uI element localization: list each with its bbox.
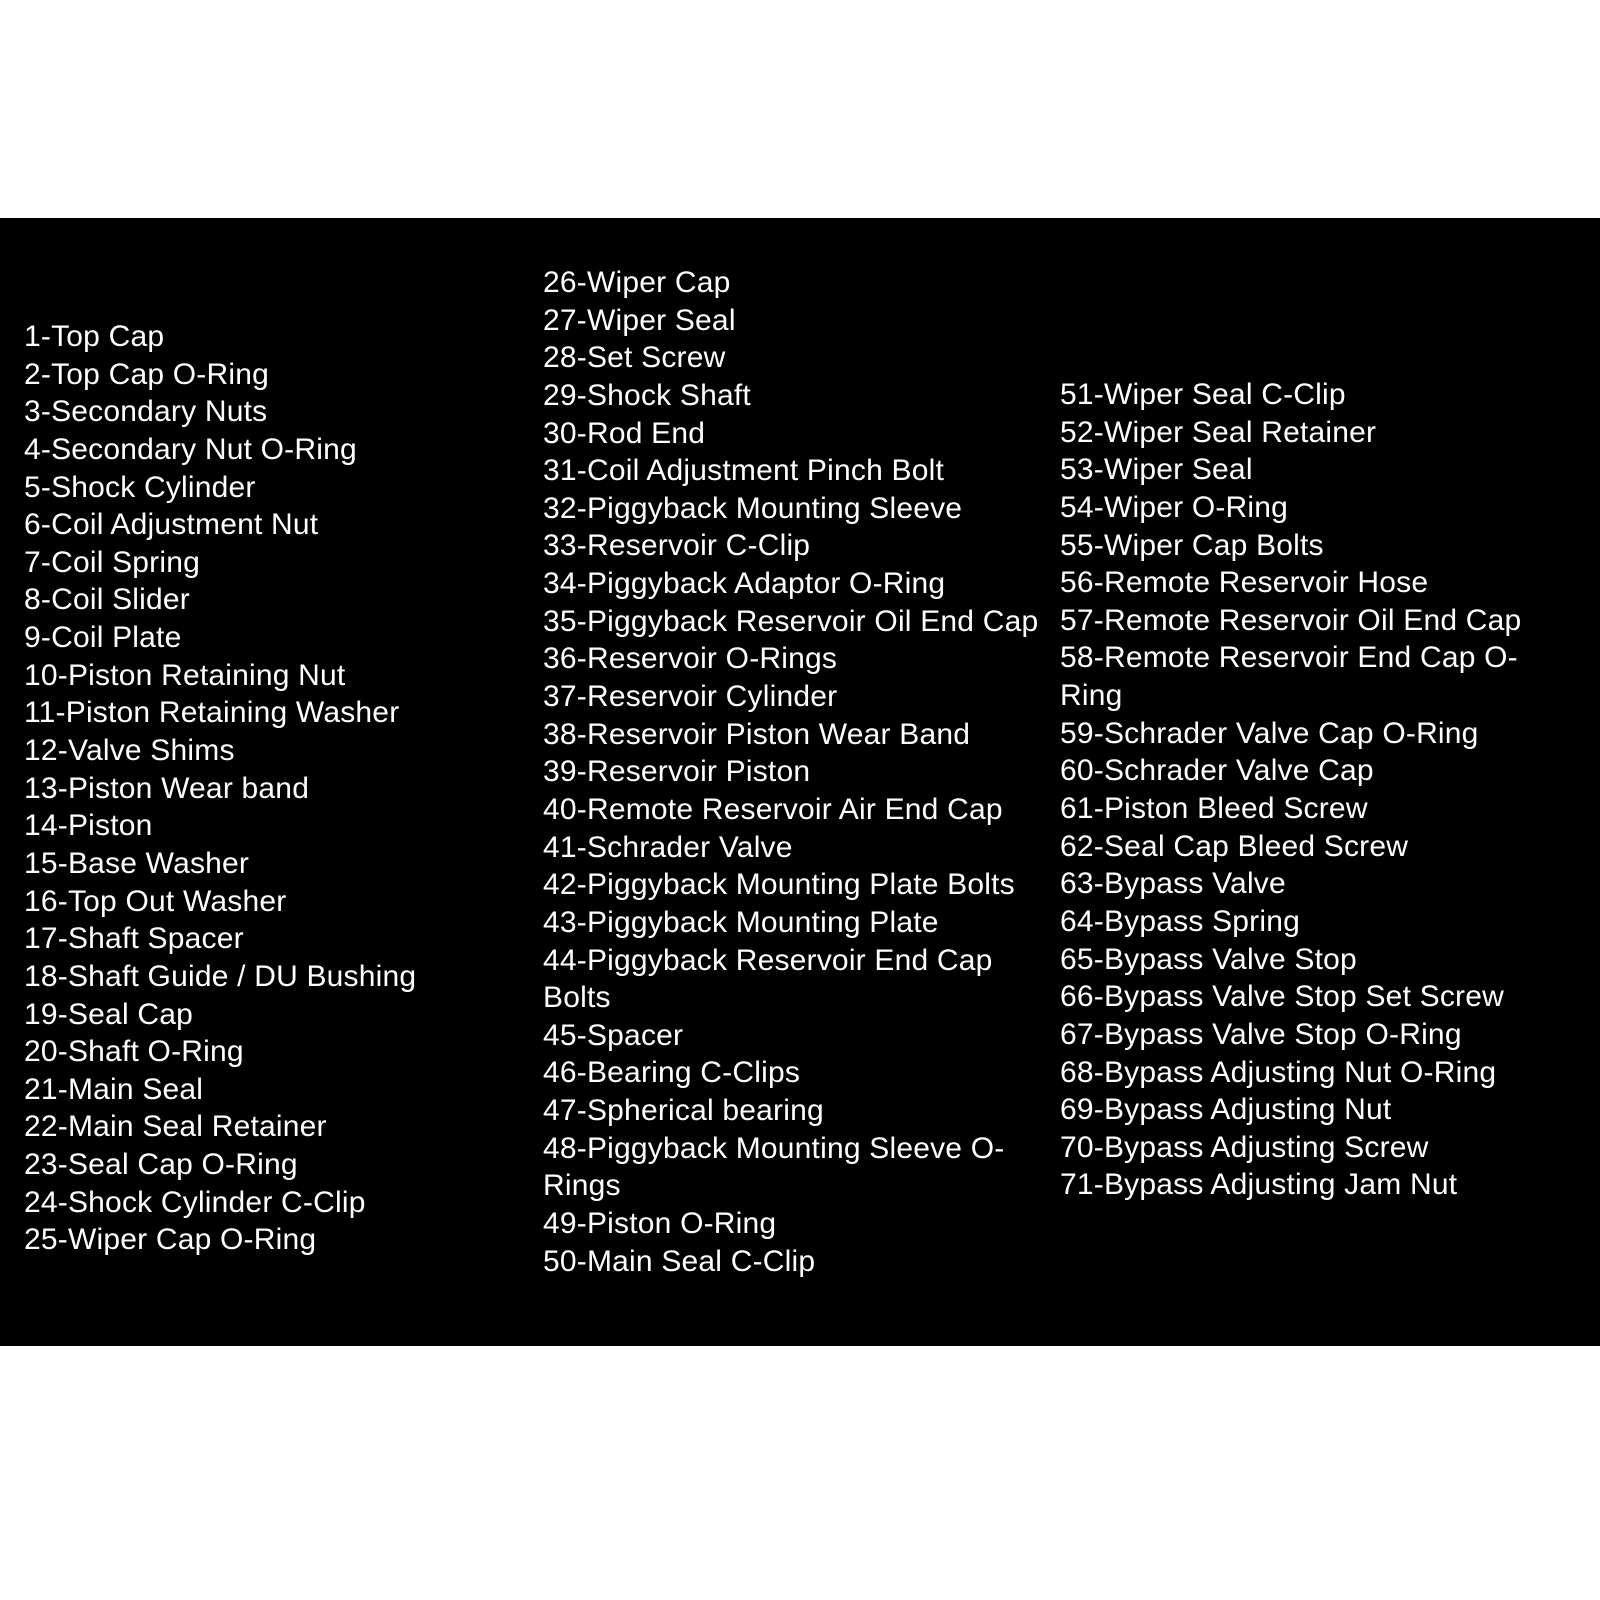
legend-item: 39-Reservoir Piston — [543, 755, 811, 789]
legend-item: 43-Piggyback Mounting Plate — [543, 905, 939, 939]
legend-item: 35-Piggyback Reservoir Oil End Cap — [543, 604, 1039, 638]
legend-item: 28-Set Screw — [543, 341, 726, 375]
legend-item: 51-Wiper Seal C-Clip — [1060, 378, 1346, 411]
legend-item: 57-Remote Reservoir Oil End Cap — [1060, 603, 1522, 637]
legend-item: 46-Bearing C-Clips — [543, 1056, 801, 1090]
legend-item: 17-Shaft Spacer — [24, 922, 244, 956]
legend-item: 38-Reservoir Piston Wear Band — [543, 717, 971, 751]
legend-column-3 — [1060, 376, 1580, 1204]
legend-item: 8-Coil Slider — [24, 583, 190, 617]
legend-item: 5-Shock Cylinder — [24, 470, 256, 504]
legend-item: 6-Coil Adjustment Nut — [24, 508, 319, 542]
legend-item: 13-Piston Wear band — [24, 771, 310, 805]
legend-item: 3-Secondary Nuts — [24, 395, 268, 429]
legend-item: 70-Bypass Adjusting Screw — [1060, 1130, 1429, 1164]
legend-item: 31-Coil Adjustment Pinch Bolt — [543, 454, 945, 488]
legend-item: 25-Wiper Cap O-Ring — [24, 1223, 317, 1257]
legend-item: 15-Base Washer — [24, 846, 250, 880]
legend-item: 23-Seal Cap O-Ring — [24, 1148, 298, 1182]
legend-item: 52-Wiper Seal Retainer — [1060, 415, 1377, 449]
legend-item: 54-Wiper O-Ring — [1060, 490, 1289, 524]
legend-item: 9-Coil Plate — [24, 621, 182, 655]
legend-item: 41-Schrader Valve — [543, 830, 793, 864]
legend-item: 10-Piston Retaining Nut — [24, 658, 346, 692]
legend-item: 45-Spacer — [543, 1018, 684, 1052]
legend-item: 26-Wiper Cap — [543, 266, 731, 299]
legend-item: 29-Shock Shaft — [543, 378, 751, 412]
legend-item: 63-Bypass Valve — [1060, 867, 1286, 901]
legend-item: 11-Piston Retaining Washer — [24, 696, 400, 730]
legend-item: 47-Spherical bearing — [543, 1094, 824, 1128]
legend-item: 1-Top Cap — [24, 320, 165, 353]
legend-item: 44-Piggyback Reservoir End Cap Bolts — [543, 943, 993, 1015]
legend-item: 68-Bypass Adjusting Nut O-Ring — [1060, 1055, 1497, 1089]
parts-legend-panel — [0, 218, 1600, 1346]
legend-item: 50-Main Seal C-Clip — [543, 1244, 816, 1278]
legend-item: 60-Schrader Valve Cap — [1060, 754, 1374, 788]
legend-item: 48-Piggyback Mounting Sleeve O-Rings — [543, 1131, 1005, 1203]
legend-item: 2-Top Cap O-Ring — [24, 357, 269, 391]
legend-item: 24-Shock Cylinder C-Clip — [24, 1185, 366, 1219]
legend-item: 37-Reservoir Cylinder — [543, 680, 838, 714]
legend-item: 42-Piggyback Mounting Plate Bolts — [543, 868, 1015, 902]
legend-item: 27-Wiper Seal — [543, 303, 736, 337]
legend-item: 34-Piggyback Adaptor O-Ring — [543, 567, 946, 601]
legend-item: 36-Reservoir O-Rings — [543, 642, 838, 676]
legend-item: 71-Bypass Adjusting Jam Nut — [1060, 1168, 1458, 1202]
legend-item: 40-Remote Reservoir Air End Cap — [543, 792, 1003, 826]
legend-item: 53-Wiper Seal — [1060, 453, 1253, 487]
legend-item: 56-Remote Reservoir Hose — [1060, 566, 1429, 600]
legend-item: 65-Bypass Valve Stop — [1060, 942, 1357, 976]
legend-item: 20-Shaft O-Ring — [24, 1035, 244, 1069]
legend-item: 4-Secondary Nut O-Ring — [24, 432, 357, 466]
legend-item: 61-Piston Bleed Screw — [1060, 792, 1368, 826]
legend-item: 30-Rod End — [543, 416, 706, 450]
legend-item: 49-Piston O-Ring — [543, 1207, 777, 1241]
legend-item: 62-Seal Cap Bleed Screw — [1060, 829, 1409, 863]
legend-item: 7-Coil Spring — [24, 545, 201, 579]
legend-item: 22-Main Seal Retainer — [24, 1110, 327, 1144]
legend-item: 32-Piggyback Mounting Sleeve — [543, 491, 963, 525]
legend-item: 18-Shaft Guide / DU Bushing — [24, 959, 417, 993]
legend-item: 58-Remote Reservoir End Cap O-Ring — [1060, 641, 1518, 713]
legend-item: 69-Bypass Adjusting Nut — [1060, 1093, 1392, 1127]
legend-item: 55-Wiper Cap Bolts — [1060, 528, 1324, 562]
legend-item: 59-Schrader Valve Cap O-Ring — [1060, 716, 1479, 750]
legend-item: 33-Reservoir C-Clip — [543, 529, 811, 563]
legend-column-1 — [24, 318, 524, 1259]
legend-item: 19-Seal Cap — [24, 997, 193, 1031]
legend-column-2 — [543, 264, 1053, 1280]
legend-item: 16-Top Out Washer — [24, 884, 287, 918]
legend-item: 21-Main Seal — [24, 1072, 204, 1106]
legend-item: 14-Piston — [24, 809, 153, 843]
legend-item: 66-Bypass Valve Stop Set Screw — [1060, 980, 1504, 1014]
legend-item: 64-Bypass Spring — [1060, 904, 1300, 938]
legend-item: 67-Bypass Valve Stop O-Ring — [1060, 1017, 1462, 1051]
legend-item: 12-Valve Shims — [24, 734, 235, 768]
